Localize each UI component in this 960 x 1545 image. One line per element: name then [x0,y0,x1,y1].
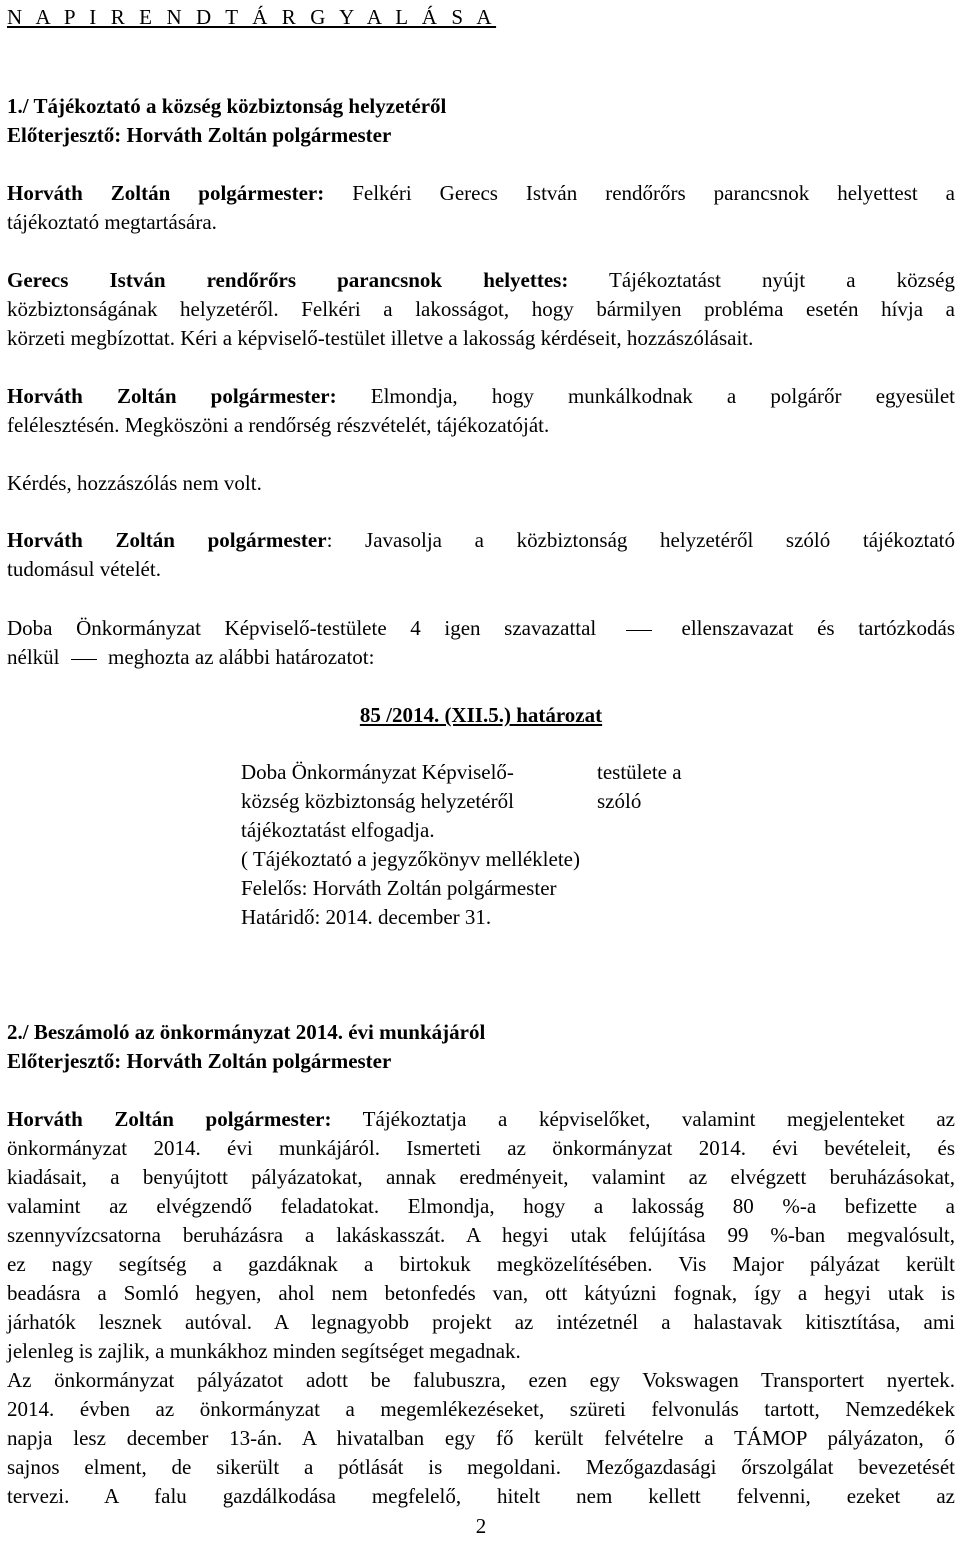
dash [626,630,652,631]
paragraph-3 [7,382,955,440]
text: közbiztonságának helyzetéről. Felkéri a lakosságot, hogy bármilyen probléma esetén hívja a [7,297,955,321]
text: önkormányzat 2014. évi munkájáról. Ismerteti az önkormányzat 2014. évi bevételeit, és [7,1136,955,1160]
paragraph-item-2 [7,1105,955,1511]
text: tájékoztatást elfogadja. [241,818,435,842]
text: nélkül [7,645,60,669]
dash [71,659,97,660]
text: valamint az elvégzendő feladatokat. Elmondja, hogy a lakosság 80 %-a befizette a [7,1194,955,1218]
resolution-body [241,758,761,932]
text: szennyvízcsatorna beruházásra a lakáskasszát. A hegyi utak felújítása 99 %-ban megvalósult, [7,1223,955,1247]
text: sajnos elment, de sikerült a pótlását is megoldani. Mezőgazdasági őrszolgálat bevezetését [7,1455,955,1479]
text: felélesztésén. Megköszöni a rendőrség részvételét, tájékozatóját. [7,413,550,437]
text: : Javasolja a közbiztonság helyzetéről szóló tájékoztató [326,528,955,552]
page-number: 2 [475,1514,487,1538]
text: Az önkormányzat pályázatot adott be falubuszra, ezen egy Vokswagen Transportert nyertek. [7,1368,955,1392]
text: tájékoztató megtartására. [7,210,217,234]
text: Doba Önkormányzat Képviselő-testülete 4 igen szavazattal [7,616,597,640]
text: ez nagy segítség a gazdáknak a birtokuk megközelítésében. Vis Major pályázat került [7,1252,955,1276]
vote-paragraph [7,614,955,672]
text: napja lesz december 13-án. A hivatalban egy fő került felvételre a TÁMOP pályázaton, ő [7,1426,955,1450]
agenda-item-2-title: 2./ Beszámoló az önkormányzat 2014. évi munkájáról [7,1020,486,1044]
text: ( Tájékoztató a jegyzőkönyv melléklete) [241,847,580,871]
text: kiadásait, a benyújtott pályázatokat, annak eredményeit, valamint az elvégzett beruházásokat, [7,1165,955,1189]
speaker: Horváth Zoltán polgármester: [7,384,337,408]
agenda-item-1-title: 1./ Tájékoztató a község közbiztonság helyzetéről [7,94,447,118]
text: körzeti megbízottat. Kéri a képviselő-testület illetve a lakosság kérdéseit, hozzászólásait. [7,326,754,350]
text: tudomásul vételét. [7,557,161,581]
speaker: Horváth Zoltán polgármester: [7,181,325,205]
resolution-title: 85 /2014. (XII.5.) határozat [359,703,603,727]
text: jelenleg is zajlik, a munkákhoz minden segítséget megadnak. [7,1339,521,1363]
speaker: Gerecs István rendőrőrs parancsnok helyettes: [7,268,569,292]
text: Határidő: 2014. december 31. [241,905,492,929]
paragraph-2 [7,266,955,353]
text: község közbiztonság helyzetéről [241,789,514,813]
text: Felelős: Horváth Zoltán polgármester [241,876,557,900]
section-heading: N A P I R E N D T Á R G Y A L Á S A [7,5,497,29]
text: Felkéri Gerecs István rendőrőrs parancsnok helyettest a [324,181,955,205]
speaker: Horváth Zoltán polgármester: [7,1107,332,1131]
text: Doba Önkormányzat Képviselő- [241,760,514,784]
paragraph-1 [7,179,955,237]
text: ellenszavazat és tartózkodás [681,616,955,640]
text: járhatók lesznek autóval. A legnagyobb projekt az intézetnél a halastavak kitisztítása, ami [7,1310,955,1334]
text: szóló [597,789,642,813]
text: meghozta az alábbi határozatot: [108,645,375,669]
paragraph-4: Kérdés, hozzászólás nem volt. [7,471,262,495]
text: Tájékoztatást nyújt a község [568,268,955,292]
agenda-item-1-presenter: Előterjesztő: Horváth Zoltán polgármester [7,123,392,147]
text: Tájékoztatja a képviselőket, valamint megjelenteket az [331,1107,955,1131]
text: testülete a [597,760,682,784]
text: tervezi. A falu gazdálkodása megfelelő, hitelt nem kellett felvenni, ezeket az [7,1484,955,1508]
text: beadásra a Somló hegyen, ahol nem betonfedés van, ott kátyúzni fognak, így a hegyi utak is [7,1281,955,1305]
paragraph-5 [7,526,955,584]
agenda-item-2-presenter: Előterjesztő: Horváth Zoltán polgármester [7,1049,392,1073]
speaker: Horváth Zoltán polgármester [7,528,327,552]
text: Elmondja, hogy munkálkodnak a polgárőr egyesület [336,384,956,408]
text: 2014. évben az önkormányzat a megemlékezéseket, szüreti felvonulás tartott, Nemzedékek [7,1397,955,1421]
